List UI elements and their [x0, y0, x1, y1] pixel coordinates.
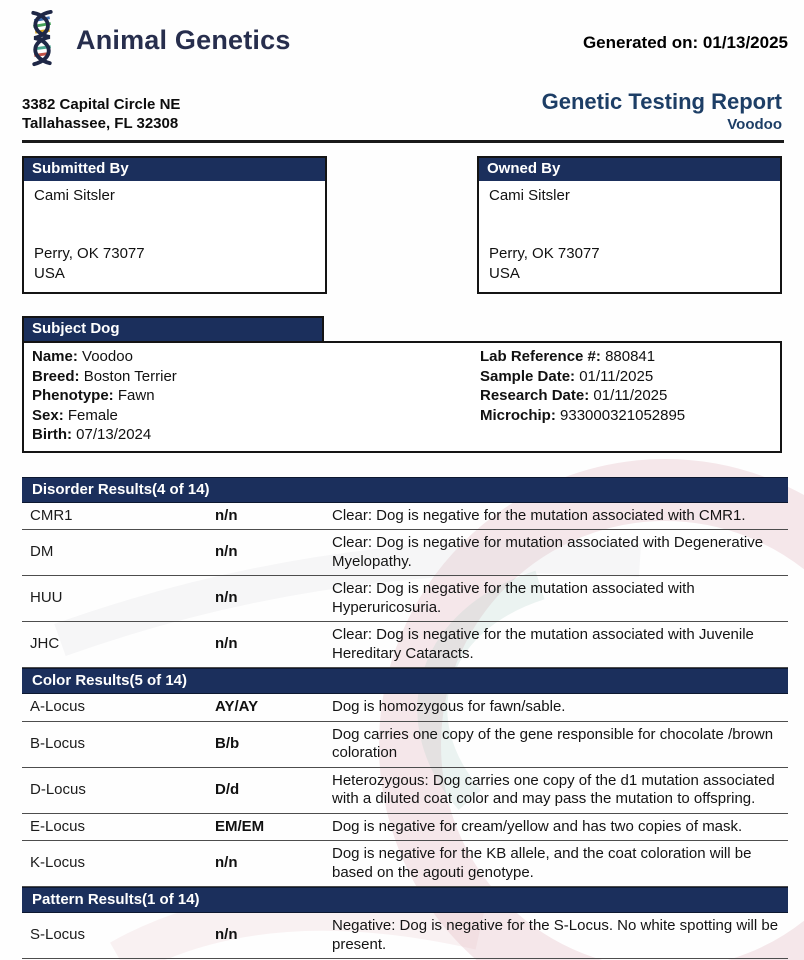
result-row	[22, 768, 788, 814]
locus-name: HUU	[30, 589, 63, 607]
field-value: Female	[67, 406, 118, 424]
result-row	[22, 841, 788, 887]
report-subject-name: Voodoo	[727, 116, 782, 133]
locus-name: S-Locus	[30, 926, 86, 944]
submitted-by-name: Cami Sitsler	[34, 187, 115, 204]
result-value: AY/AY	[215, 698, 259, 715]
address-line-1: 3382 Capital Circle NE	[22, 96, 181, 113]
spacer	[34, 206, 315, 244]
header-divider	[22, 140, 784, 143]
result-row	[22, 814, 788, 842]
result-description: Clear: Dog is negative for the mutation associated with CMR1.	[332, 506, 746, 524]
result-description: Heterozygous: Dog carries one copy of the d1 mutation associated with a diluted coat color and may pass the mutation to offspring.	[332, 771, 775, 807]
field-value: 01/11/2025	[579, 367, 654, 385]
subject-field	[480, 367, 772, 387]
title-block	[542, 90, 782, 133]
field-value: Fawn	[117, 387, 155, 404]
subject-dog-heading: Subject Dog	[22, 316, 324, 341]
results-section	[0, 477, 804, 669]
field-label: Research Date:	[480, 387, 590, 404]
lab-address	[22, 95, 180, 133]
result-value: D/d	[215, 780, 240, 798]
top-bar	[0, 0, 804, 72]
spacer	[489, 206, 770, 244]
field-value: 07/13/2024	[76, 426, 152, 443]
field-label: Microchip:	[480, 406, 556, 424]
submitted-by-city: Perry, OK 73077	[34, 245, 145, 262]
result-row	[22, 622, 788, 668]
brand	[20, 9, 291, 72]
result-value: n/n	[215, 506, 238, 524]
section-rows	[0, 503, 804, 669]
locus-name: A-Locus	[30, 698, 86, 715]
field-value: Boston Terrier	[83, 367, 177, 385]
owned-by-heading: Owned By	[479, 158, 780, 181]
results-sections	[0, 477, 804, 960]
result-row	[22, 694, 788, 722]
subject-field	[32, 347, 480, 367]
result-row	[22, 576, 788, 622]
result-description: Clear: Dog is negative for mutation associated with Degenerative Myelopathy.	[332, 534, 764, 570]
subject-field	[32, 425, 480, 445]
result-description: Dog carries one copy of the gene responsible for chocolate /brown coloration	[332, 725, 774, 761]
result-row	[22, 530, 788, 576]
subject-dog-left-column	[32, 347, 480, 445]
submitted-by-body	[24, 181, 325, 292]
subject-field	[32, 386, 480, 406]
section-rows	[0, 694, 804, 887]
locus-name: JHC	[30, 635, 60, 653]
submitted-by-heading: Submitted By	[24, 158, 325, 181]
result-description: Clear: Dog is negative for the mutation associated with Hyperuricosuria.	[332, 580, 695, 616]
field-label: Sample Date:	[480, 367, 576, 385]
subject-dog-right-column	[480, 347, 772, 445]
owned-by-body	[479, 181, 780, 292]
field-label: Phenotype:	[32, 387, 114, 404]
locus-name: B-Locus	[30, 734, 86, 752]
brand-name: Animal Genetics	[76, 24, 291, 55]
result-row	[22, 503, 788, 531]
field-label: Breed:	[32, 367, 80, 385]
subject-dog-section	[0, 316, 804, 453]
results-section	[0, 668, 804, 887]
result-value: n/n	[215, 589, 238, 607]
report-header	[0, 90, 804, 133]
generated-on-date: Generated on: 01/13/2025	[582, 33, 788, 52]
result-value: n/n	[215, 854, 238, 872]
section-heading: Pattern Results(1 of 14)	[22, 887, 788, 913]
subject-field	[32, 406, 480, 426]
results-section	[0, 887, 804, 959]
locus-name: DM	[30, 543, 54, 561]
section-heading: Disorder Results(4 of 14)	[22, 477, 788, 503]
submitted-by-country: USA	[34, 265, 65, 282]
result-value: n/n	[215, 635, 238, 653]
result-description: Dog is homozygous for fawn/sable.	[332, 698, 566, 715]
field-label: Sex:	[32, 406, 64, 424]
section-rows	[0, 913, 804, 959]
subject-field	[480, 347, 772, 367]
result-description: Clear: Dog is negative for the mutation associated with Juvenile Hereditary Cataracts.	[332, 626, 754, 662]
result-description: Negative: Dog is negative for the S-Locus. No white spotting will be present.	[332, 917, 779, 953]
result-description: Dog is negative for cream/yellow and has two copies of mask.	[332, 817, 743, 835]
subject-dog-box	[22, 341, 782, 453]
field-value: 880841	[605, 348, 656, 365]
submitted-by-box	[22, 156, 327, 294]
result-row	[22, 722, 788, 768]
owned-by-country: USA	[489, 265, 520, 282]
report-title: Genetic Testing Report	[541, 89, 782, 114]
subject-field	[480, 406, 772, 426]
owned-by-box	[477, 156, 782, 294]
section-heading: Color Results(5 of 14)	[22, 668, 788, 694]
result-value: n/n	[215, 926, 238, 944]
result-value: B/b	[215, 734, 240, 752]
field-value: 933000321052895	[560, 406, 686, 424]
subject-field	[32, 367, 480, 387]
field-label: Birth:	[32, 426, 72, 443]
result-description: Dog is negative for the KB allele, and the coat coloration will be based on the agouti genotype.	[332, 845, 752, 881]
locus-name: K-Locus	[30, 854, 86, 872]
result-value: n/n	[215, 543, 238, 561]
field-label: Lab Reference #:	[480, 348, 601, 365]
result-value: EM/EM	[215, 817, 265, 835]
locus-name: D-Locus	[30, 780, 86, 798]
result-row	[22, 913, 788, 959]
dna-helix-logo-icon	[20, 9, 64, 72]
address-line-2: Tallahassee, FL 32308	[22, 115, 179, 132]
field-value: 01/11/2025	[593, 387, 668, 404]
owned-by-city: Perry, OK 73077	[489, 245, 600, 262]
field-value: Voodoo	[82, 348, 133, 365]
field-label: Name:	[32, 348, 78, 365]
owned-by-name: Cami Sitsler	[489, 187, 570, 204]
locus-name: CMR1	[30, 506, 73, 524]
party-row	[0, 156, 804, 294]
subject-field	[480, 386, 772, 406]
locus-name: E-Locus	[30, 817, 86, 835]
